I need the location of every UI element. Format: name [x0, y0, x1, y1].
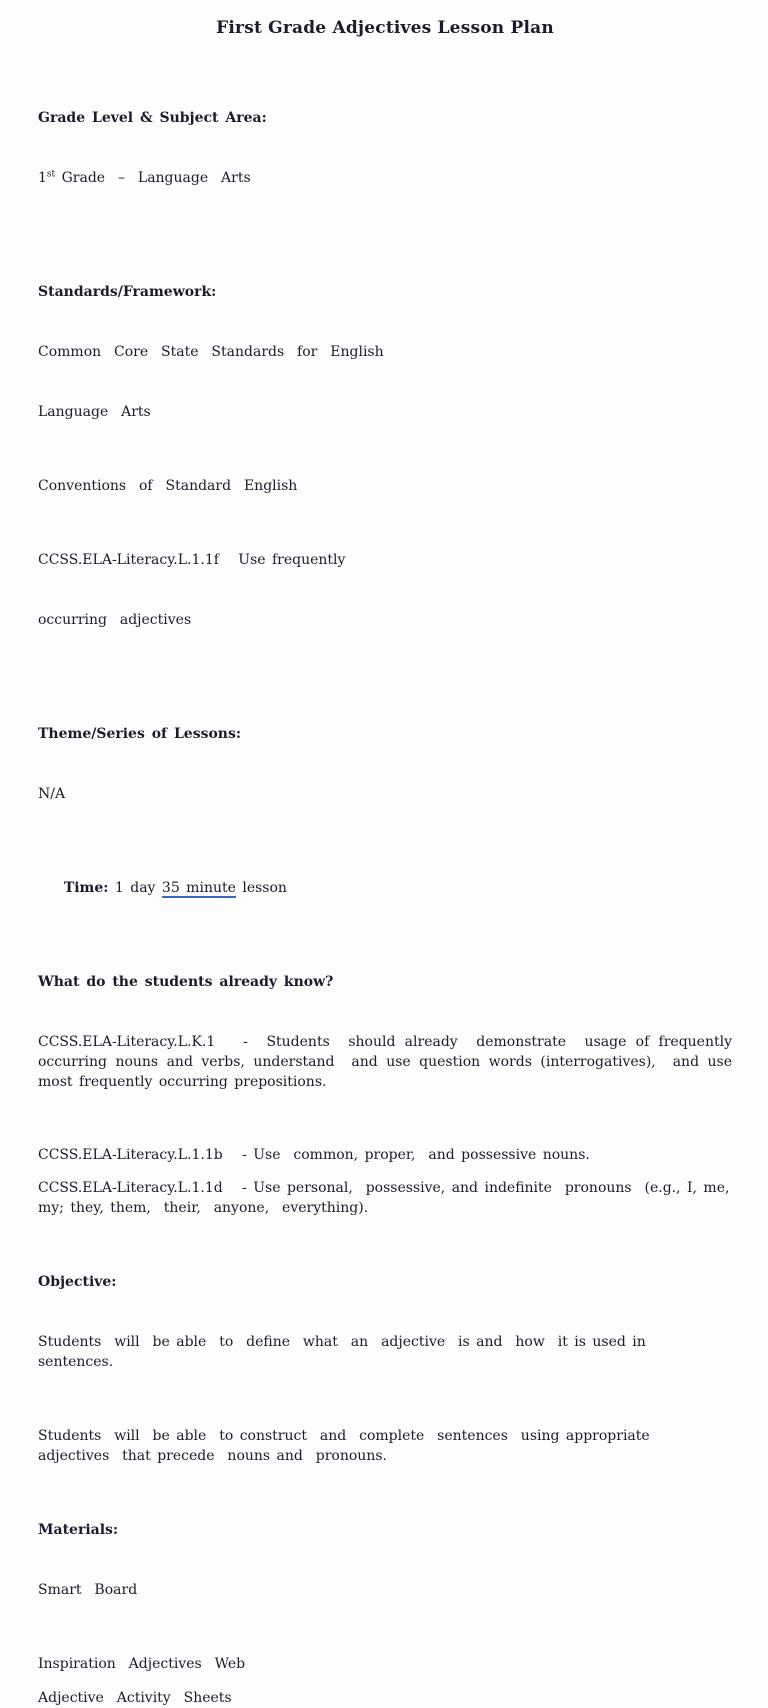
section-grade-level	[38, 68, 732, 228]
document-title: First Grade Adjectives Lesson Plan	[216, 18, 554, 38]
prior-knowledge-paragraph-1: CCSS.ELA-Literacy.L.K.1 - Students should already demonstrate usage of frequently occurring nouns and verbs, understand and use question words (interrogatives), and use most frequently occurring prepositions.	[38, 1034, 745, 1090]
grade-number: 1	[38, 170, 47, 186]
standards-ccss-f	[38, 510, 732, 670]
standards-line-2: Language Arts	[38, 404, 151, 420]
ccss-f-line-2: occurring adjectives	[38, 612, 192, 628]
theme-value: N/A	[38, 786, 66, 802]
materials-heading: Materials:	[38, 1522, 119, 1538]
section-theme	[38, 684, 732, 844]
prior-knowledge-paragraph-3: CCSS.ELA-Literacy.L.1.1d - Use personal, possessive, and indefinite pronouns (e.g., I, me, my; they, them, their, anyone, everything).	[38, 1180, 736, 1216]
ccss-f-line-1: CCSS.ELA-Literacy.L.1.1f Use frequently	[38, 552, 346, 568]
time-before-text: 1 day	[108, 880, 162, 896]
standards-conventions: Conventions of Standard English	[38, 478, 298, 494]
section-prior-knowledge	[38, 932, 745, 1132]
standards-line-1: Common Core State Standards for English	[38, 344, 384, 360]
materials-item: Smart Board	[38, 1582, 138, 1598]
section-time	[38, 858, 732, 918]
time-underlined-text: 35 minute	[161, 880, 236, 896]
grade-subject-text: Grade – Language Arts	[55, 170, 251, 186]
grade-ordinal-superscript: st	[46, 169, 56, 180]
objective-paragraph-1: Students will be able to define what an adjective is and how it is used in sentences.	[38, 1334, 659, 1370]
section-materials	[38, 1480, 732, 1640]
grade-level-heading: Grade Level & Subject Area:	[38, 110, 267, 126]
standards-heading: Standards/Framework:	[38, 284, 217, 300]
time-label: Time:	[63, 880, 109, 896]
materials-item: Adjective Activity Sheets	[38, 1690, 232, 1706]
theme-heading: Theme/Series of Lessons:	[38, 726, 242, 742]
section-standards	[38, 242, 732, 462]
materials-item: Inspiration Adjectives Web	[38, 1656, 246, 1672]
time-after-text: lesson	[235, 880, 287, 896]
section-objective	[38, 1232, 732, 1412]
prior-knowledge-heading: What do the students already know?	[38, 974, 334, 990]
grade-level-value	[38, 168, 732, 188]
objective-paragraph-2: Students will be able to construct and complete sentences using appropriate adjectives that precede nouns and pronouns.	[38, 1428, 670, 1464]
prior-knowledge-paragraph-2: CCSS.ELA-Literacy.L.1.1b - Use common, proper, and possessive nouns.	[38, 1147, 590, 1163]
objective-heading: Objective:	[38, 1274, 117, 1290]
